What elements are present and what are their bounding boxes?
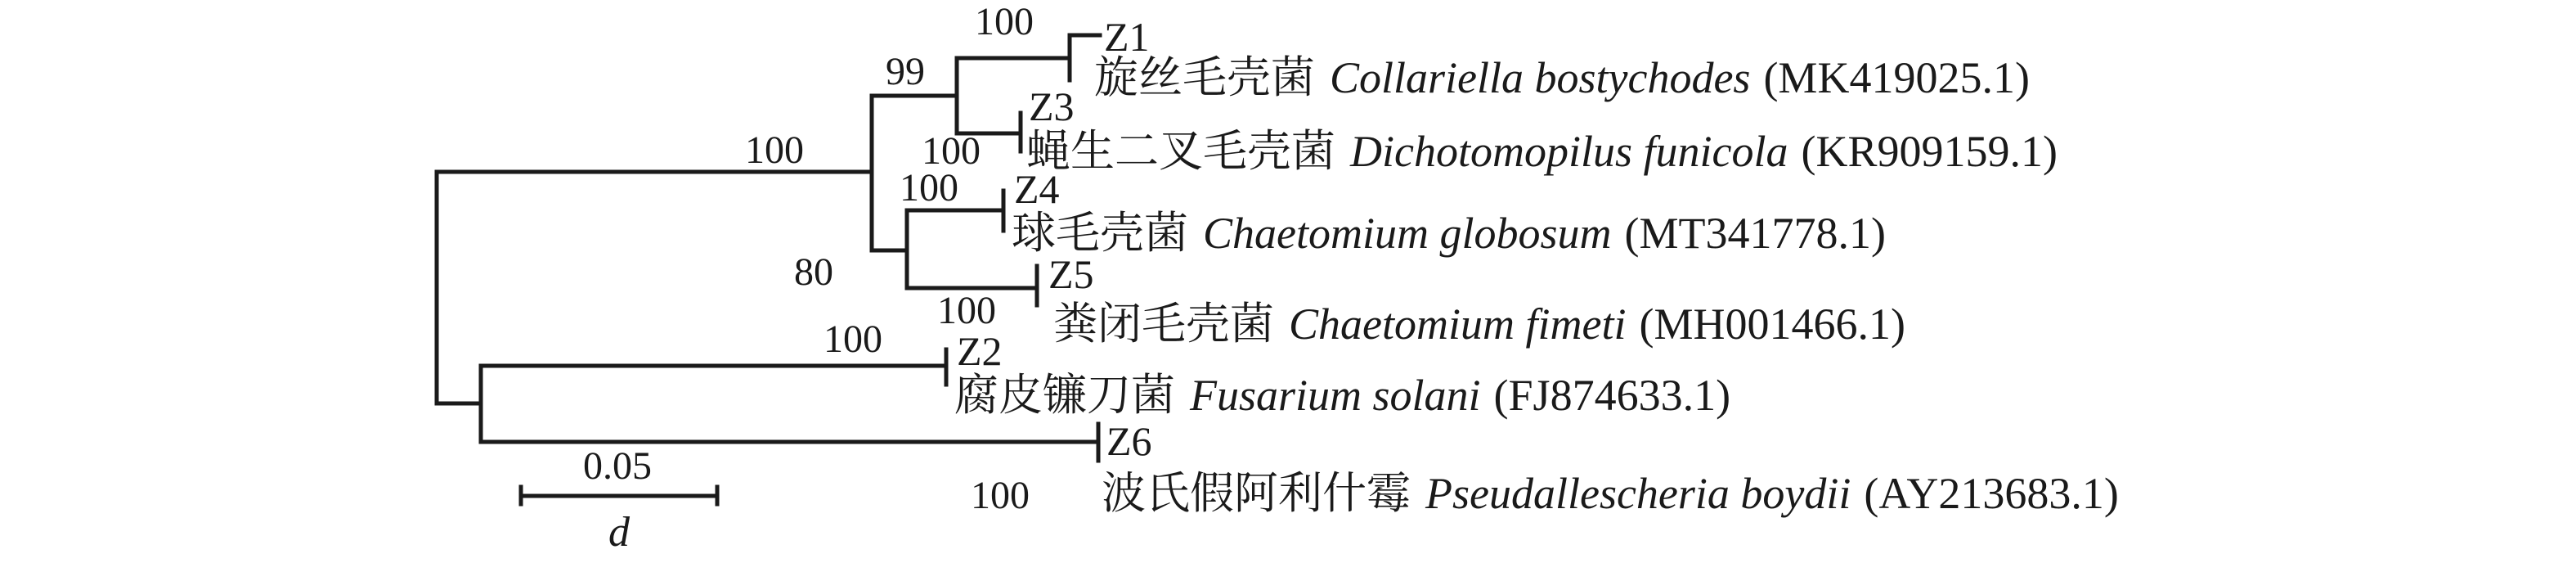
- bootstrap-z5-pair: 100: [937, 289, 996, 332]
- genbank-accession: (AY213683.1): [1864, 469, 2119, 518]
- leaf-label-pseudallescheria-boydii: [1102, 471, 2119, 516]
- genbank-accession: (MK419025.1): [1763, 53, 2030, 102]
- bootstrap-z4-pair: 100: [900, 166, 958, 209]
- genbank-accession: (KR909159.1): [1801, 127, 2058, 176]
- leaf-label-chaetomium-globosum: [1012, 209, 1886, 258]
- species-cn-name: 球毛壳菌: [1012, 209, 1188, 258]
- genbank-accession: (FJ874633.1): [1493, 371, 1731, 420]
- species-cn-name: 蝇生二叉毛壳菌: [1026, 127, 1335, 176]
- species-latin-name: Pseudallescheria boydii: [1425, 469, 1851, 518]
- leaf-label-z2: Z2: [957, 328, 1003, 374]
- leaf-label-z6: Z6: [1106, 418, 1152, 464]
- leaf-label-z1: Z1: [1104, 14, 1150, 60]
- leaf-label-fusarium-solani: [954, 371, 1731, 420]
- species-latin-name: Dichotomopilus funicola: [1350, 127, 1788, 176]
- leaf-label-z3: Z3: [1029, 83, 1075, 129]
- bootstrap-z2-pair: 100: [824, 318, 882, 361]
- scale-bar-value: 0.05: [583, 444, 652, 488]
- leaf-label-z4: Z4: [1014, 166, 1060, 212]
- genbank-accession: (MH001466.1): [1639, 300, 1905, 349]
- bootstrap-z3-pair: 100: [922, 129, 981, 173]
- bootstrap-z1-pair: 100: [975, 0, 1034, 43]
- genbank-accession: (MT341778.1): [1624, 209, 1886, 258]
- bootstrap-collariella-dichotomopilus-clade: 99: [886, 50, 925, 93]
- species-cn-name: 粪闭毛壳菌: [1053, 300, 1274, 349]
- species-cn-name: 腐皮镰刀菌: [954, 371, 1175, 420]
- leaf-label-collariella-bostychodes: [1094, 53, 2030, 102]
- bootstrap-z6-pair: 100: [971, 474, 1030, 517]
- species-latin-name: Fusarium solani: [1190, 371, 1481, 420]
- species-latin-name: Chaetomium fimeti: [1289, 300, 1627, 349]
- species-cn-name: 波氏假阿利什霉: [1102, 469, 1411, 518]
- leaf-label-chaetomium-fimeti: [1053, 300, 1905, 349]
- species-latin-name: Collariella bostychodes: [1330, 53, 1751, 102]
- bootstrap-chaetomiaceae-clade: 100: [745, 128, 804, 172]
- leaf-label-dichotomopilus-funicola: [1026, 127, 2058, 176]
- species-latin-name: Chaetomium globosum: [1203, 209, 1612, 258]
- species-cn-name: 旋丝毛壳菌: [1094, 53, 1315, 102]
- scale-bar-axis-label: d: [608, 509, 630, 556]
- leaf-label-z5: Z5: [1048, 251, 1094, 297]
- bootstrap-chaetomium-clade: 80: [794, 250, 833, 294]
